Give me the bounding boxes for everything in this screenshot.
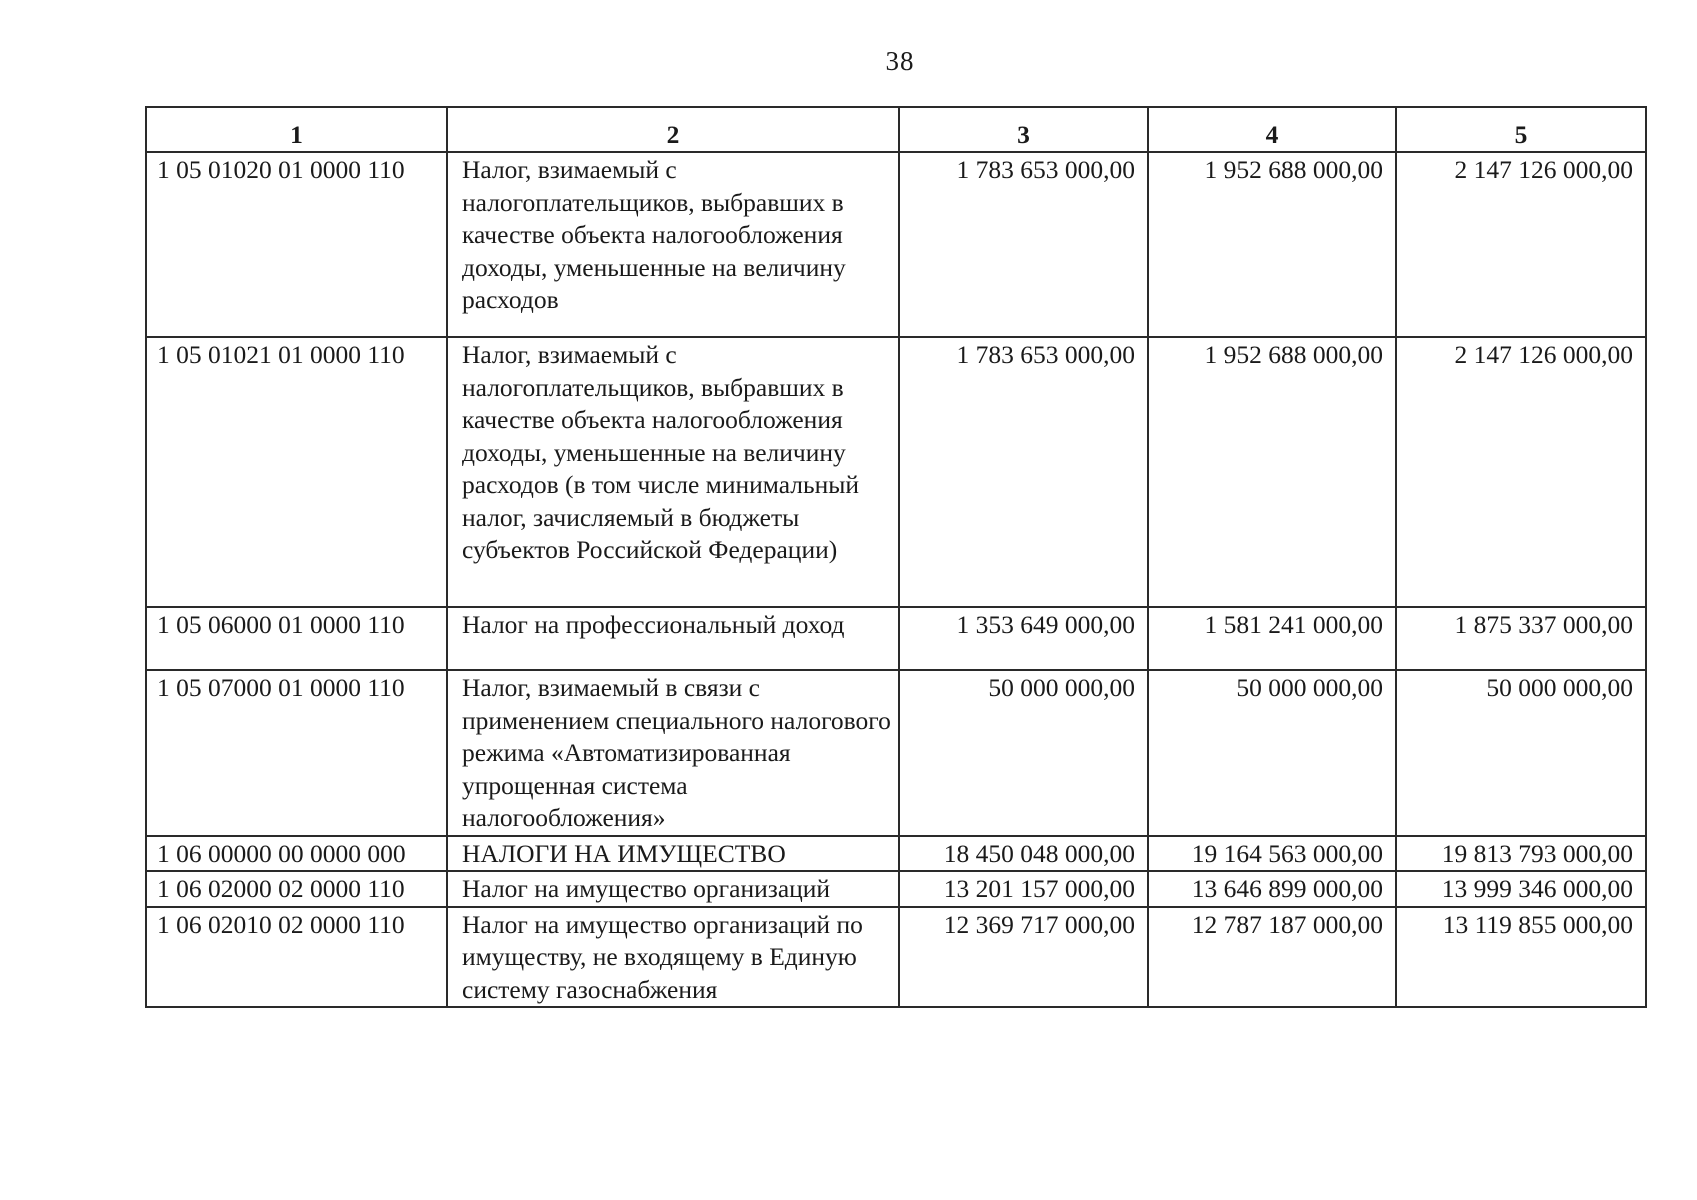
table-row <box>146 871 1646 907</box>
amount-col5: 19 813 793 000,00 <box>1396 836 1646 872</box>
amount-col5: 1 875 337 000,00 <box>1396 607 1646 670</box>
amount-col5: 2 147 126 000,00 <box>1396 337 1646 607</box>
amount-col5: 13 999 346 000,00 <box>1396 871 1646 907</box>
column-header-1: 1 <box>146 107 447 152</box>
amount-col4: 13 646 899 000,00 <box>1148 871 1396 907</box>
amount-col5: 50 000 000,00 <box>1396 670 1646 836</box>
table-row <box>146 836 1646 872</box>
amount-col4: 12 787 187 000,00 <box>1148 907 1396 1008</box>
revenue-name: Налог, взимаемый в связи с применением специального налогового режима «Автоматизированная упрощенная система налогообложения» <box>447 670 899 836</box>
revenue-name: Налог, взимаемый с налогоплательщиков, выбравших в качестве объекта налогообложения доходы, уменьшенные на величину расходов <box>447 152 899 337</box>
amount-col5: 2 147 126 000,00 <box>1396 152 1646 337</box>
column-header-3: 3 <box>899 107 1148 152</box>
amount-col3: 50 000 000,00 <box>899 670 1148 836</box>
revenue-name: НАЛОГИ НА ИМУЩЕСТВО <box>447 836 899 872</box>
revenue-code: 1 06 02000 02 0000 110 <box>146 871 447 907</box>
revenue-name: Налог, взимаемый с налогоплательщиков, выбравших в качестве объекта налогообложения доходы, уменьшенные на величину расходов (в том числе минимальный налог, зачисляемый в бюджеты субъектов Российской Федерации) <box>447 337 899 607</box>
column-header-4: 4 <box>1148 107 1396 152</box>
amount-col4: 1 581 241 000,00 <box>1148 607 1396 670</box>
page-number: 38 <box>885 46 915 76</box>
table-row <box>146 907 1646 1008</box>
revenue-name: Налог на имущество организаций по имуществу, не входящему в Единую систему газоснабжения <box>447 907 899 1008</box>
header-row <box>146 107 1646 152</box>
table-row <box>146 337 1646 607</box>
budget-revenue-table <box>145 106 1647 1008</box>
table-body <box>146 152 1646 1007</box>
revenue-code: 1 05 07000 01 0000 110 <box>146 670 447 836</box>
revenue-name: Налог на профессиональный доход <box>447 607 899 670</box>
revenue-code: 1 06 02010 02 0000 110 <box>146 907 447 1008</box>
column-header-2: 2 <box>447 107 899 152</box>
amount-col3: 1 783 653 000,00 <box>899 337 1148 607</box>
amount-col4: 1 952 688 000,00 <box>1148 152 1396 337</box>
amount-col5: 13 119 855 000,00 <box>1396 907 1646 1008</box>
revenue-code: 1 05 01021 01 0000 110 <box>146 337 447 607</box>
revenue-code: 1 05 01020 01 0000 110 <box>146 152 447 337</box>
amount-col4: 1 952 688 000,00 <box>1148 337 1396 607</box>
amount-col3: 12 369 717 000,00 <box>899 907 1148 1008</box>
revenue-code: 1 05 06000 01 0000 110 <box>146 607 447 670</box>
amount-col3: 18 450 048 000,00 <box>899 836 1148 872</box>
amount-col3: 13 201 157 000,00 <box>899 871 1148 907</box>
table-row <box>146 607 1646 670</box>
table-row <box>146 670 1646 836</box>
revenue-code: 1 06 00000 00 0000 000 <box>146 836 447 872</box>
column-header-5: 5 <box>1396 107 1646 152</box>
amount-col3: 1 353 649 000,00 <box>899 607 1148 670</box>
table-header <box>146 107 1646 152</box>
revenue-name: Налог на имущество организаций <box>447 871 899 907</box>
amount-col4: 50 000 000,00 <box>1148 670 1396 836</box>
amount-col4: 19 164 563 000,00 <box>1148 836 1396 872</box>
amount-col3: 1 783 653 000,00 <box>899 152 1148 337</box>
table-row <box>146 152 1646 337</box>
